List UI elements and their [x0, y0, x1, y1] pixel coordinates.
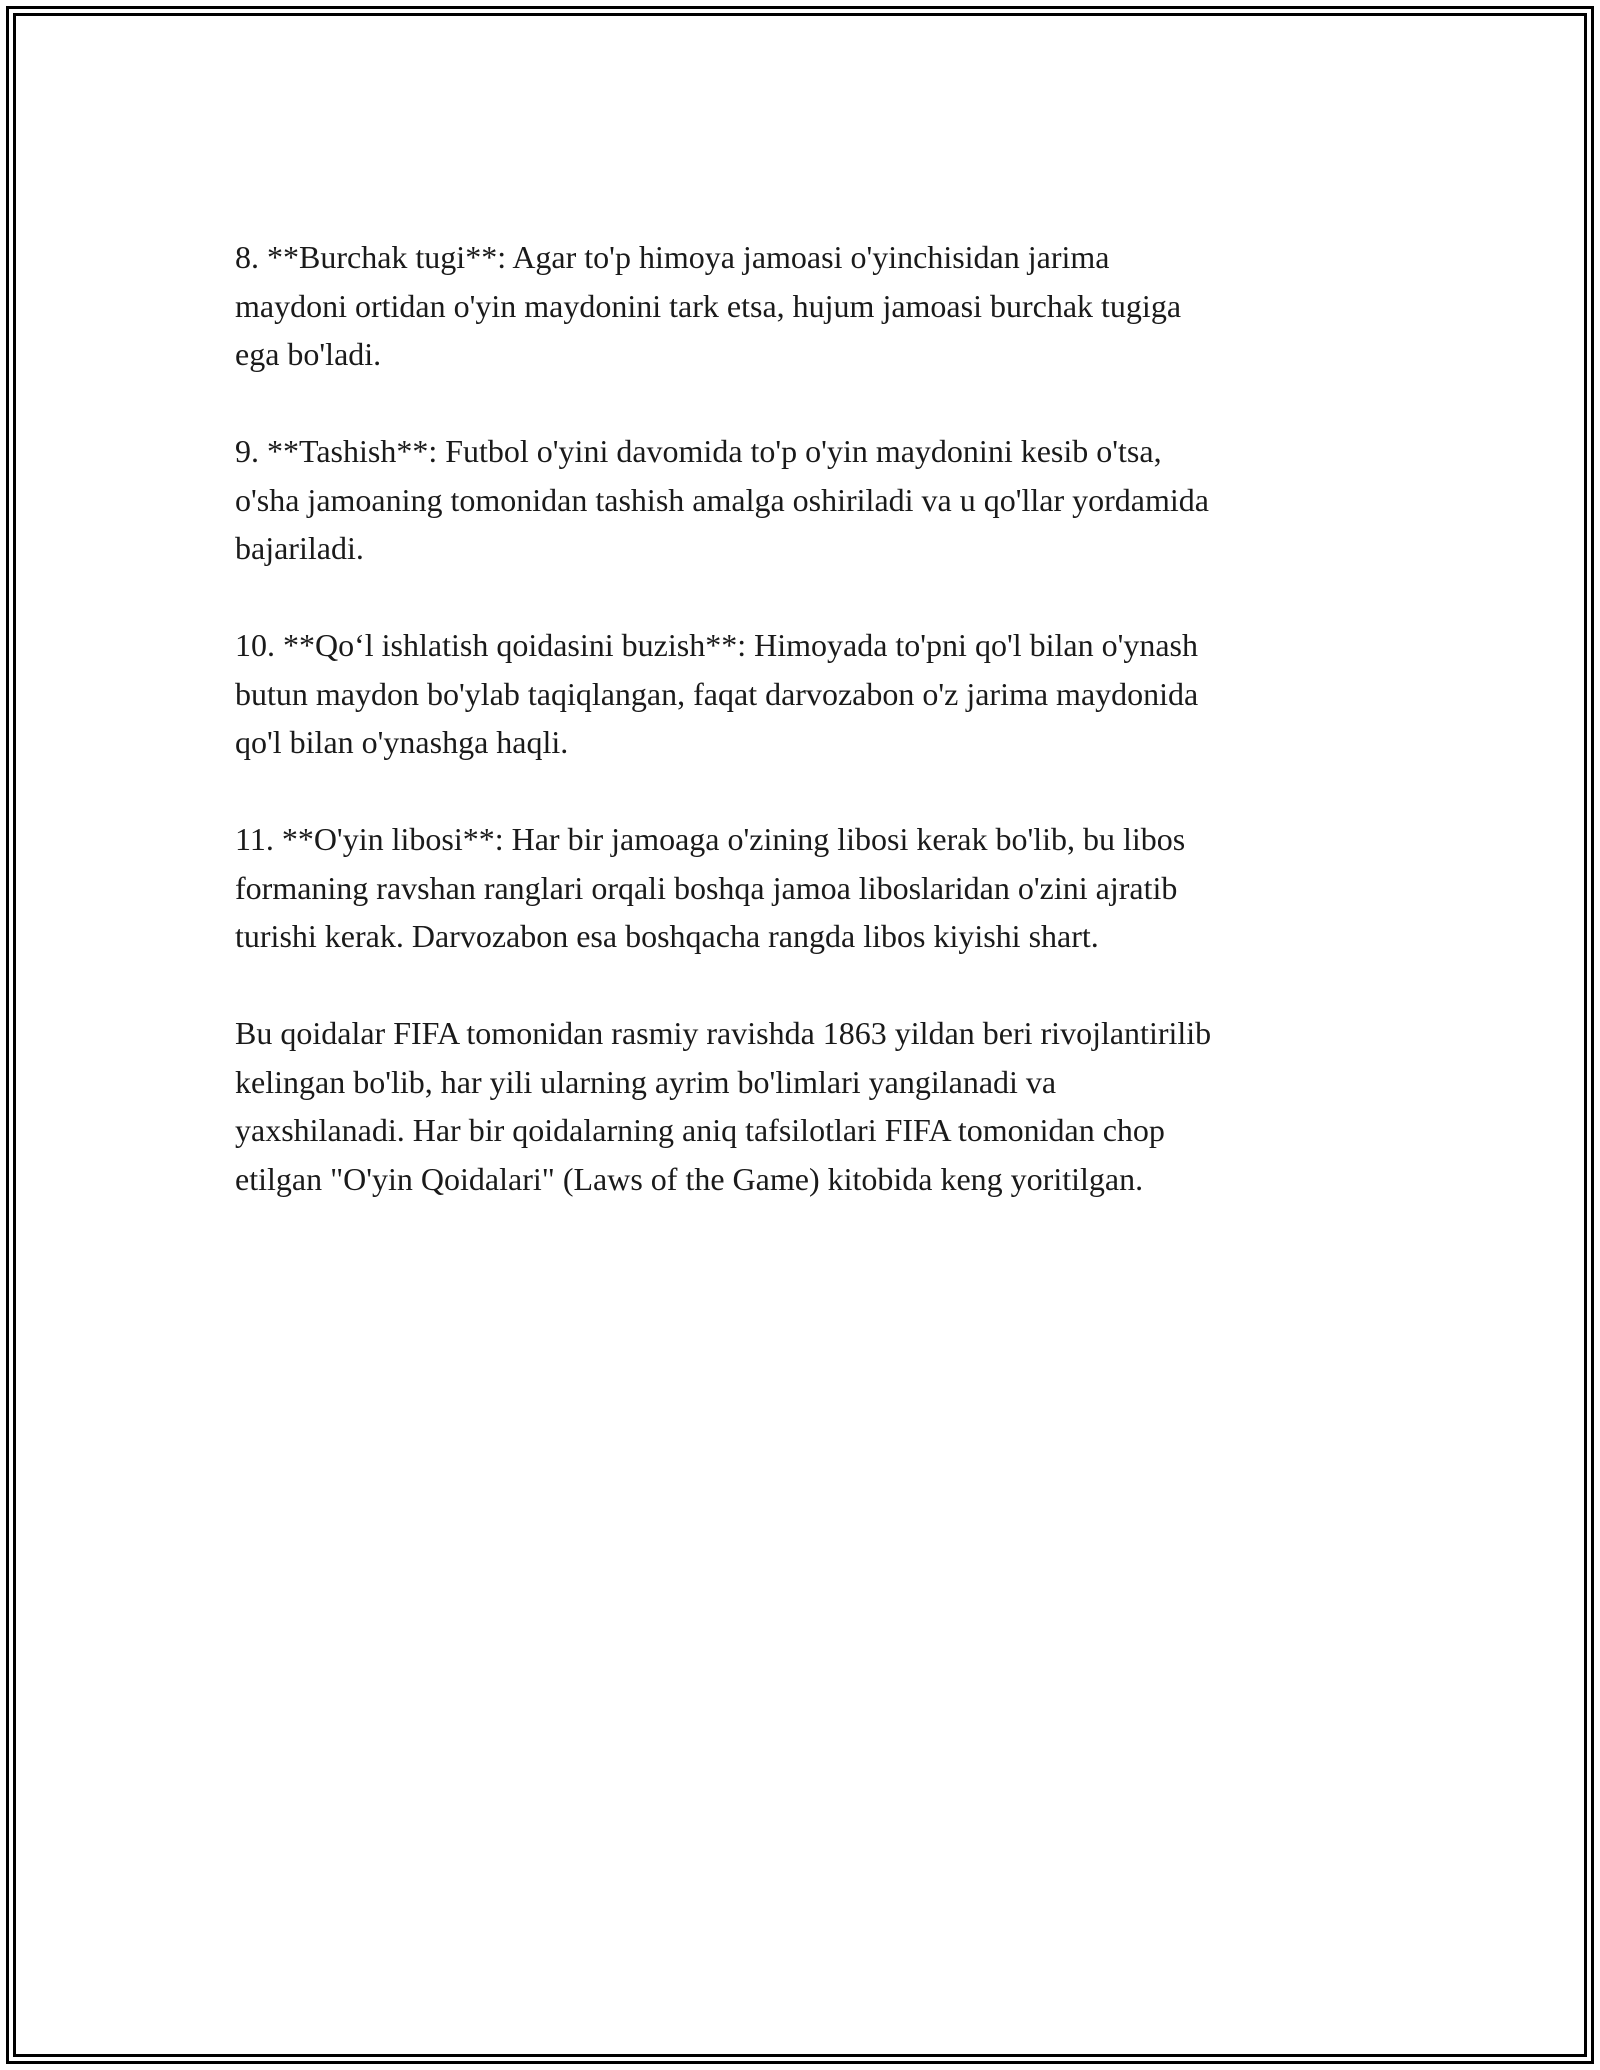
document-body: [235, 233, 1365, 1252]
rule-kit: 11. **O'yin libosi**: Har bir jamoaga o'zining libosi kerak bo'lib, bu libos formaning ravshan ranglari orqali boshqa jamoa liboslaridan o'zini ajratib turishi kerak. Darvozabon esa boshqacha rangda libos kiyishi shart.: [235, 821, 1186, 954]
closing-paragraph: Bu qoidalar FIFA tomonidan rasmiy ravishda 1863 yildan beri rivojlantirilib kelingan bo'lib, har yili ularning ayrim bo'limlari yangilanadi va yaxshilanadi. Har bir qoidalarning aniq tafsilotlari FIFA tomonidan chop etilgan "O'yin Qoidalari" (Laws of the Game) kitobida keng yoritilgan.: [235, 1015, 1212, 1197]
rule-throw-in: 9. **Tashish**: Futbol o'yini davomida to'p o'yin maydonini kesib o'tsa, o'sha jamoaning tomonidan tashish amalga oshiriladi va u qo'llar yordamida bajariladi.: [235, 433, 1209, 566]
rule-handball: 10. **Qo‘l ishlatish qoidasini buzish**: Himoyada to'pni qo'l bilan o'ynash butun maydon bo'ylab taqiqlangan, faqat darvozabon o'z jarima maydonida qo'l bilan o'ynashga haqli.: [235, 627, 1199, 760]
rule-corner-kick: 8. **Burchak tugi**: Agar to'p himoya jamoasi o'yinchisidan jarima maydoni ortidan o'yin maydonini tark etsa, hujum jamoasi burchak tugiga ega bo'ladi.: [235, 239, 1182, 372]
